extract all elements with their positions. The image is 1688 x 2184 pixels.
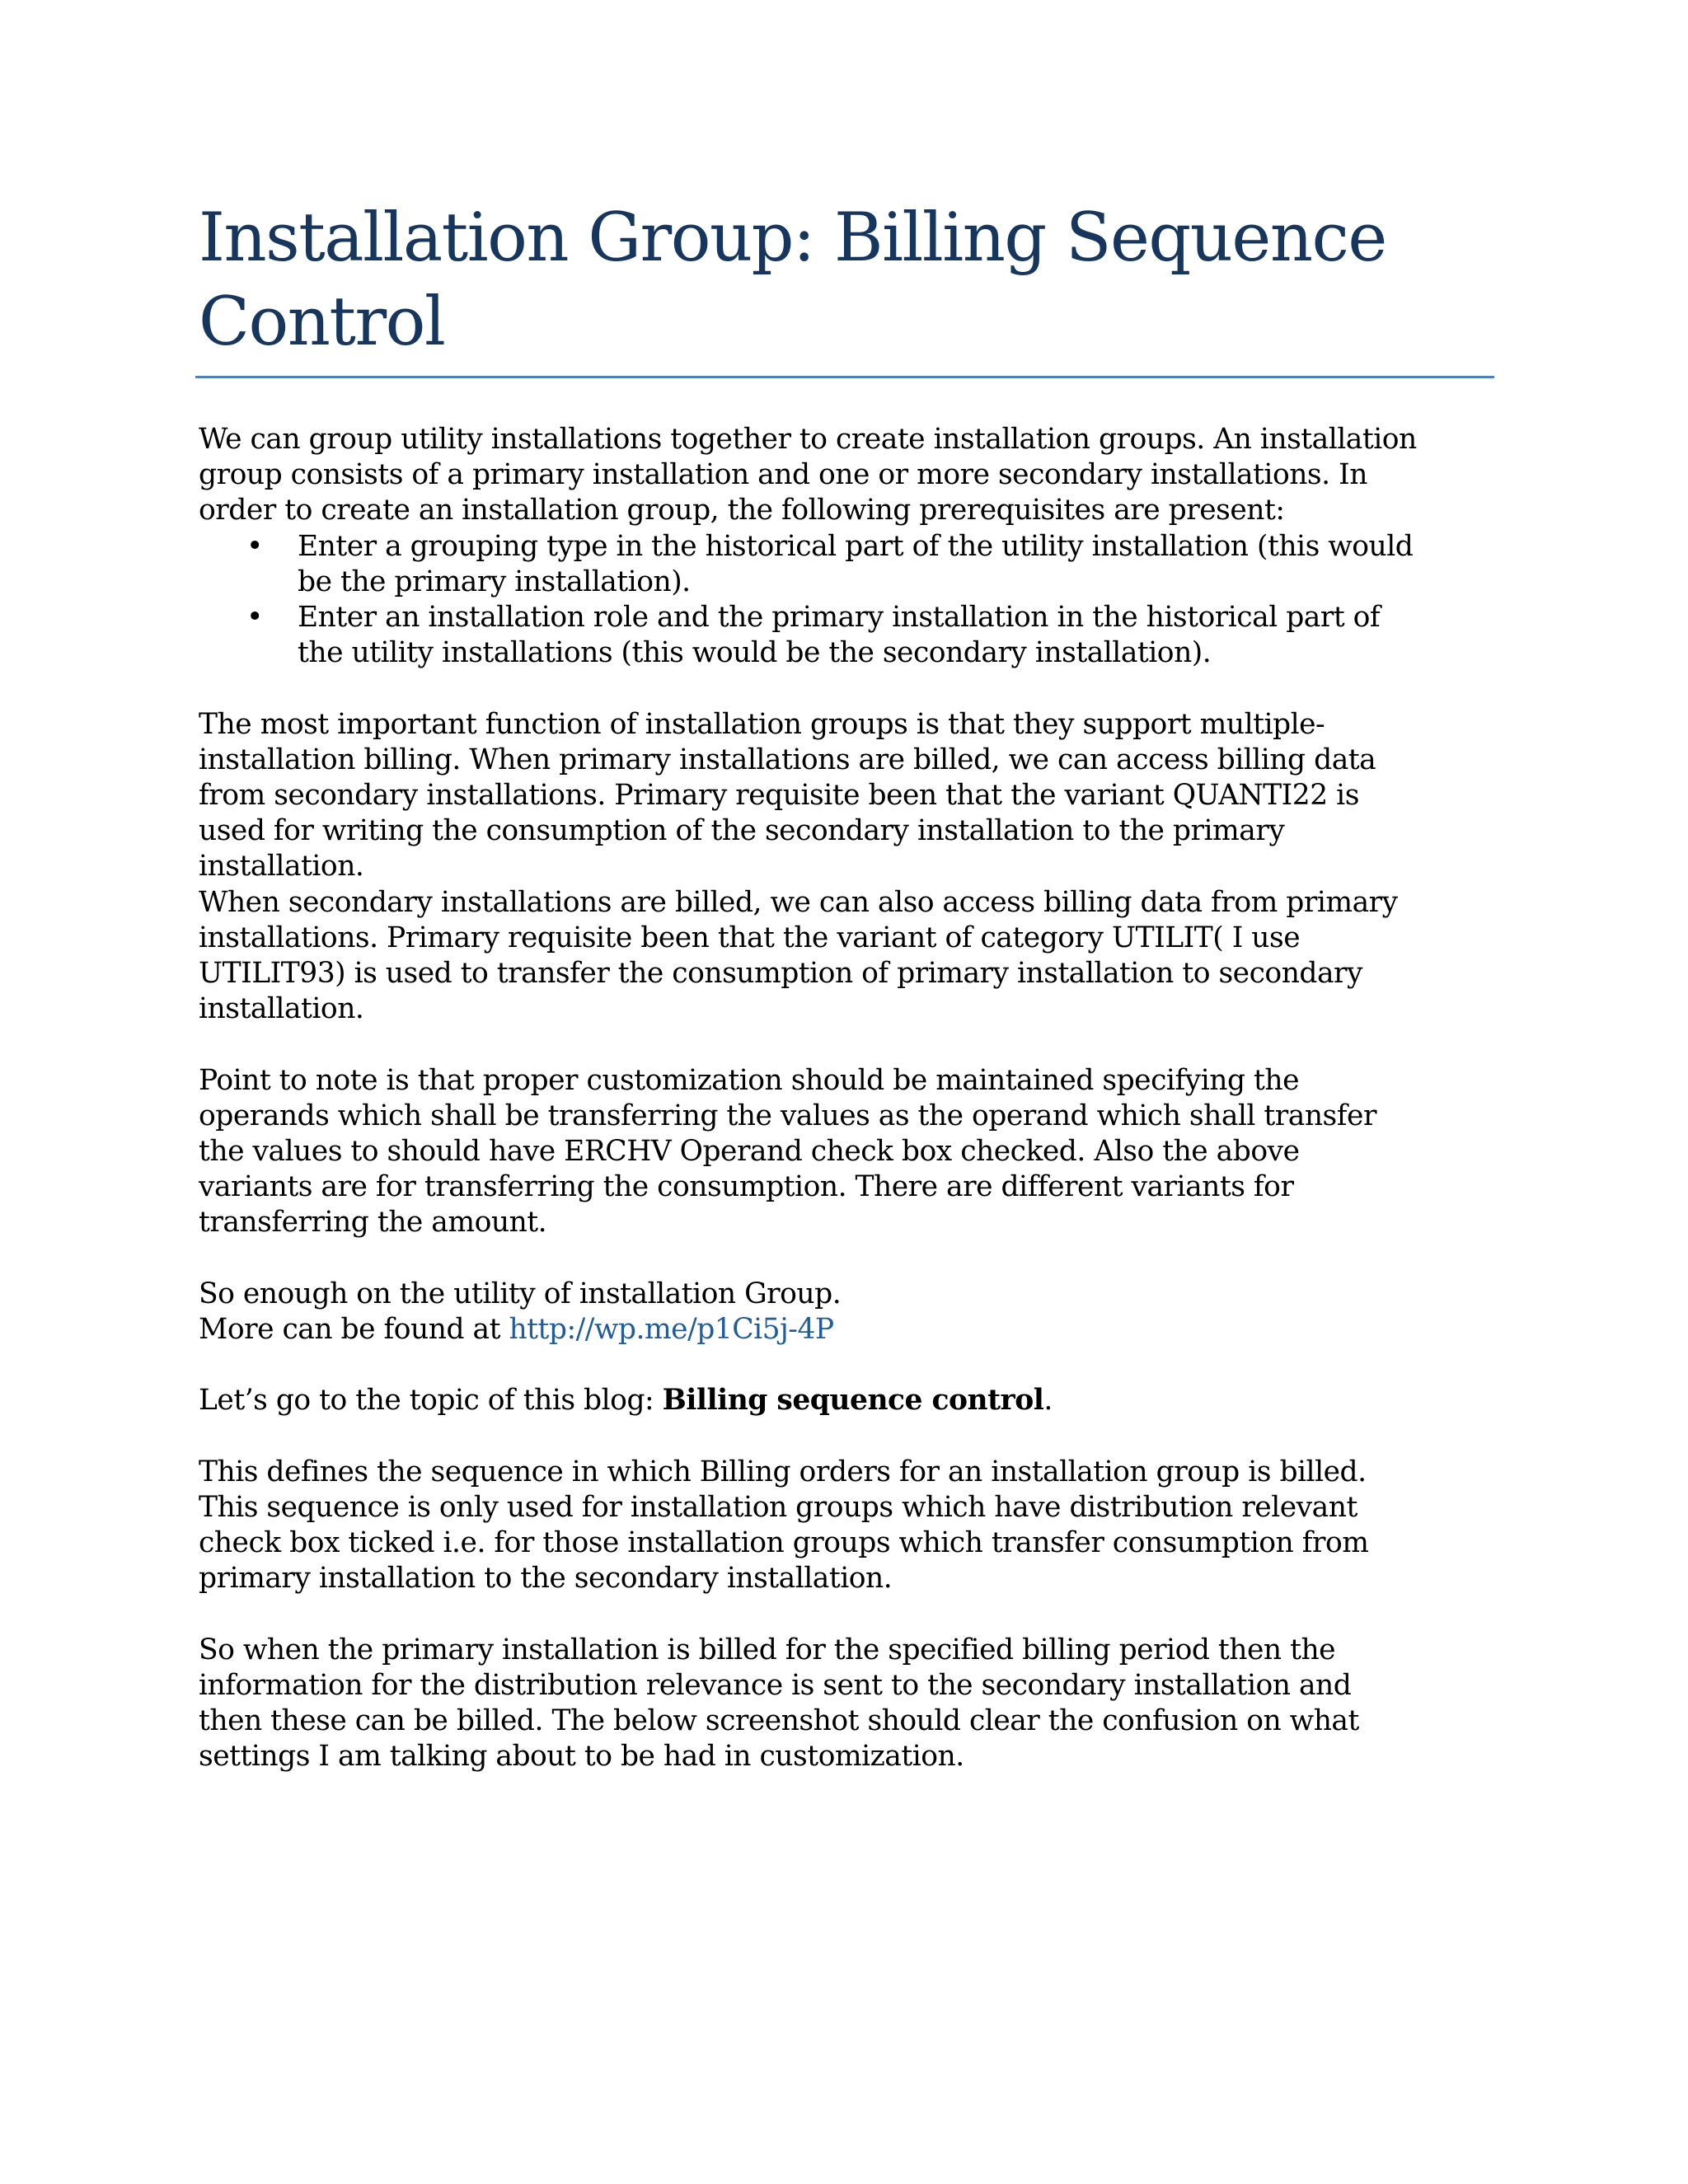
function-line: installation. [199,850,364,883]
document-body [199,422,1501,1775]
bullet-line: the utility installations (this would be the secondary installation). [298,636,1212,670]
defines-line: check box ticked i.e. for those installation groups which transfer consumption from [199,1526,1369,1560]
enough-paragraph [199,1277,1501,1347]
note-line: Point to note is that proper customization should be maintained specifying the [199,1063,1300,1097]
enough-line: So enough on the utility of installation Group. [199,1277,842,1310]
defines-paragraph [199,1455,1501,1597]
so-when-line: So when the primary installation is billed for the specified billing period then the [199,1633,1336,1666]
defines-line: This sequence is only used for installation groups which have distribution relevant [199,1491,1357,1525]
blog-link[interactable]: http://wp.me/p1Ci5j-4P [509,1313,834,1347]
bullet-item [199,600,1501,671]
note-line: transferring the amount. [199,1206,547,1240]
function-line: installation billing. When primary installations are billed, we can access billing data [199,743,1376,776]
more-prefix: More can be found at [199,1313,509,1347]
topic-paragraph [199,1383,1501,1418]
bullet-line: be the primary installation). [298,565,691,598]
bullet-line: Enter a grouping type in the historical part of the utility installation (this would [298,529,1414,563]
intro-line: group consists of a primary installation and one or more secondary installations. In [199,458,1367,492]
paragraph-gap [199,1419,1501,1455]
function-line: UTILIT93) is used to transfer the consumption of primary installation to secondary [199,957,1363,991]
more-line [199,1312,1501,1347]
topic-line [199,1383,1501,1418]
note-line: the values to should have ERCHV Operand check box checked. Also the above [199,1135,1300,1169]
title-line-2: Control [199,284,445,361]
paragraph-gap [199,1027,1501,1062]
intro-paragraph [199,422,1501,529]
topic-prefix: Let’s go to the topic of this blog: [199,1384,663,1418]
function-line: The most important function of installation groups is that they support multiple- [199,707,1325,741]
so-when-line: settings I am talking about to be had in customization. [199,1740,964,1774]
title-underline-rule [195,376,1494,378]
note-line: variants are for transferring the consumption. There are different variants for [199,1170,1294,1204]
bullet-item [199,529,1501,600]
intro-line: order to create an installation group, the following prerequisites are present: [199,494,1285,527]
bullet-line: Enter an installation role and the primary installation in the historical part of [298,601,1381,635]
intro-line: We can group utility installations together to create installation groups. An installation [199,423,1417,456]
function-line: used for writing the consumption of the secondary installation to the primary [199,814,1285,848]
topic-suffix: . [1043,1384,1053,1418]
title-line-1: Installation Group: Billing Sequence [199,199,1386,277]
page-title [199,196,1501,364]
note-line: operands which shall be transferring the values as the operand which shall transfer [199,1099,1376,1132]
defines-line: primary installation to the secondary installation. [199,1562,893,1596]
paragraph-gap [199,1597,1501,1633]
paragraph-gap [199,1241,1501,1277]
bullet-text [298,600,1501,671]
so-when-paragraph [199,1633,1501,1775]
bullet-icon: • [246,529,263,563]
paragraph-gap [199,1347,1501,1383]
so-when-line: information for the distribution relevance is sent to the secondary installation and [199,1669,1352,1703]
bullet-icon: • [246,601,263,635]
paragraph-gap [199,671,1501,706]
function-paragraph [199,707,1501,1028]
defines-line: This defines the sequence in which Billing orders for an installation group is billed. [199,1455,1367,1488]
bullet-text [298,529,1501,600]
function-line: installations. Primary requisite been that the variant of category UTILIT( I use [199,921,1301,954]
function-line: When secondary installations are billed, we can also access billing data from primary [199,885,1398,919]
function-line: from secondary installations. Primary requisite been that the variant QUANTI22 is [199,779,1359,813]
topic-bold: Billing sequence control [662,1384,1044,1418]
note-paragraph [199,1063,1501,1241]
function-line: installation. [199,992,364,1026]
so-when-line: then these can be billed. The below screenshot should clear the confusion on what [199,1704,1359,1738]
